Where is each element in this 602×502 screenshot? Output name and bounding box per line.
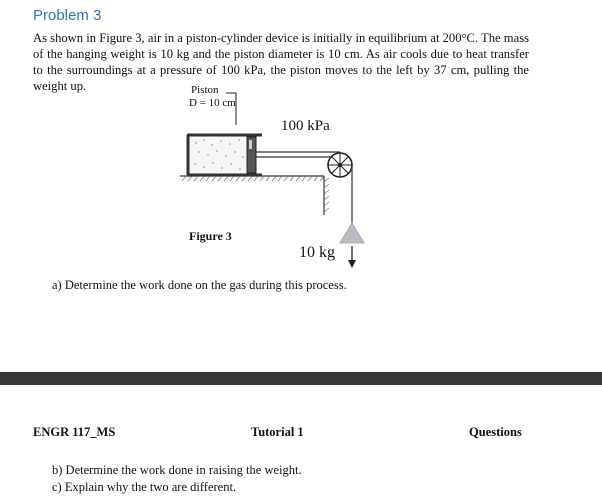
problem-statement: As shown in Figure 3, air in a piston-cylinder device is initially in equilibrium at 200°C. The mass of the hanging weight is 10 kg and the piston diameter is 10 cm. As air cools due to heat transfer to the surroundings at a pressure of 100 kPa, the piston moves to the left by 37 cm, pulling the weight up. [33,31,529,93]
piston-cylinder-figure [150,80,390,270]
ground-hatching [180,176,324,181]
page-divider [0,372,602,385]
piston-highlight [249,140,252,149]
footer-tutorial: Tutorial 1 [251,425,304,439]
mass-label: 10 kg [299,244,335,261]
pulley-icon [328,153,352,177]
question-b: b) Determine the work done in raising the weight. [52,463,302,477]
pressure-label: 100 kPa [281,118,330,134]
support-post [324,176,329,215]
problem-heading: Problem 3 [33,7,102,24]
question-c: c) Explain why the two are different. [52,480,237,494]
figure-caption: Figure 3 [189,229,232,243]
piston-label: Piston [191,84,219,96]
diameter-label: D = 10 cm [189,97,236,109]
footer-section: Questions [469,425,522,439]
question-a: a) Determine the work done on the gas during this process. [52,278,347,292]
hanging-weight [340,223,364,243]
arrow-down-icon [348,246,356,268]
footer-course: ENGR 117_MS [33,425,116,439]
